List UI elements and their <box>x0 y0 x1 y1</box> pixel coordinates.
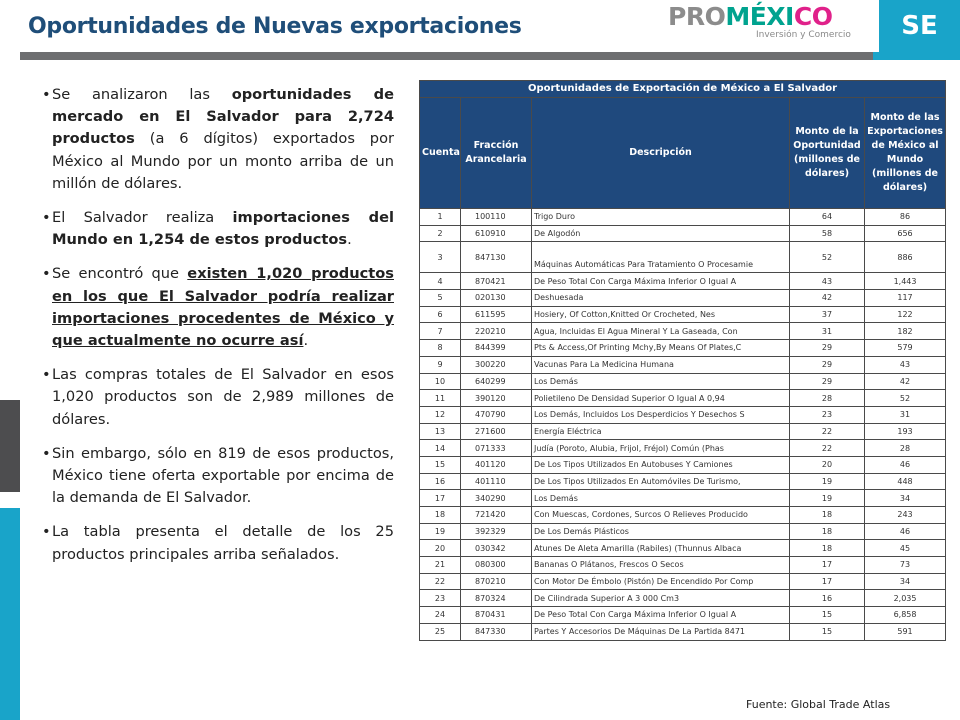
cell-monto-exportaciones: 86 <box>865 209 946 226</box>
table-row <box>420 440 946 457</box>
cell-fraccion: 392329 <box>461 523 532 540</box>
cell-monto-oportunidad: 29 <box>790 373 865 390</box>
bullet-2 <box>44 207 394 251</box>
cell-monto-exportaciones: 243 <box>865 507 946 524</box>
cell-monto-oportunidad: 42 <box>790 290 865 307</box>
export-table-wrapper <box>419 80 945 641</box>
bullet-4 <box>44 364 394 431</box>
cell-monto-oportunidad: 18 <box>790 540 865 557</box>
table-row <box>420 540 946 557</box>
cell-monto-exportaciones: 52 <box>865 390 946 407</box>
cell-monto-exportaciones: 117 <box>865 290 946 307</box>
bullet-3-text-b: . <box>303 332 309 350</box>
cell-cuenta: 11 <box>420 390 461 407</box>
bullet-dot: • <box>42 265 51 283</box>
right-accent-bar <box>873 52 960 60</box>
table-row <box>420 340 946 357</box>
cell-monto-oportunidad: 29 <box>790 356 865 373</box>
table-row <box>420 623 946 640</box>
cell-monto-exportaciones: 73 <box>865 557 946 574</box>
table-row <box>420 242 946 273</box>
cell-fraccion: 470790 <box>461 406 532 423</box>
cell-cuenta: 7 <box>420 323 461 340</box>
col-header-monto-oportunidad: Monto de la Oportunidad (millones de dólares) <box>790 98 865 209</box>
bullet-6-text: La tabla presenta el detalle de los 25 productos principales arriba señalados. <box>52 523 394 563</box>
cell-cuenta: 19 <box>420 523 461 540</box>
bullet-5 <box>44 443 394 510</box>
cell-fraccion: 870210 <box>461 573 532 590</box>
cell-monto-oportunidad: 20 <box>790 456 865 473</box>
cell-descripcion: De Cilindrada Superior A 3 000 Cm3 <box>532 590 790 607</box>
cell-descripcion: Polietileno De Densidad Superior O Igual A 0,94 <box>532 390 790 407</box>
bullet-3-text-a: Se encontró que <box>52 265 188 283</box>
cell-cuenta: 25 <box>420 623 461 640</box>
table-row <box>420 523 946 540</box>
cell-descripcion: Máquinas Automáticas Para Tratamiento O Procesamie <box>532 242 790 273</box>
bullet-3 <box>44 263 394 352</box>
bullet-1-text-a: Se analizaron las <box>52 86 232 103</box>
col-header-descripcion: Descripción <box>532 98 790 209</box>
cell-fraccion: 610910 <box>461 225 532 242</box>
cell-cuenta: 20 <box>420 540 461 557</box>
cell-fraccion: 030342 <box>461 540 532 557</box>
cell-cuenta: 10 <box>420 373 461 390</box>
cell-descripcion: Judía (Poroto, Alubia, Frijol, Fréjol) Común (Phas <box>532 440 790 457</box>
cell-fraccion: 611595 <box>461 306 532 323</box>
cell-cuenta: 16 <box>420 473 461 490</box>
col-header-monto-exportaciones: Monto de las Exportaciones de México al Mundo (millones de dólares) <box>865 98 946 209</box>
cell-cuenta: 17 <box>420 490 461 507</box>
cell-monto-oportunidad: 22 <box>790 423 865 440</box>
table-row <box>420 306 946 323</box>
export-opportunities-table <box>419 80 946 641</box>
cell-monto-oportunidad: 17 <box>790 557 865 574</box>
side-bar-blue <box>0 508 20 720</box>
cell-cuenta: 14 <box>420 440 461 457</box>
cell-descripcion: Los Demás <box>532 373 790 390</box>
cell-fraccion: 271600 <box>461 423 532 440</box>
cell-monto-exportaciones: 886 <box>865 242 946 273</box>
cell-descripcion: Deshuesada <box>532 290 790 307</box>
cell-cuenta: 9 <box>420 356 461 373</box>
cell-descripcion: Agua, Incluidas El Agua Mineral Y La Gaseada, Con <box>532 323 790 340</box>
cell-cuenta: 21 <box>420 557 461 574</box>
cell-monto-exportaciones: 182 <box>865 323 946 340</box>
cell-fraccion: 870324 <box>461 590 532 607</box>
table-row <box>420 573 946 590</box>
cell-cuenta: 22 <box>420 573 461 590</box>
source-note: Fuente: Global Trade Atlas <box>746 698 891 711</box>
cell-cuenta: 15 <box>420 456 461 473</box>
cell-monto-exportaciones: 122 <box>865 306 946 323</box>
cell-monto-exportaciones: 1,443 <box>865 273 946 290</box>
table-row <box>420 209 946 226</box>
cell-monto-exportaciones: 579 <box>865 340 946 357</box>
cell-monto-oportunidad: 28 <box>790 390 865 407</box>
cell-fraccion: 844399 <box>461 340 532 357</box>
bullet-1-text-b: (a 6 dígitos) exportados por México al Mundo por un monto arriba de un millón de dólares. <box>52 130 394 192</box>
bullet-dot: • <box>42 209 51 227</box>
cell-descripcion: Atunes De Aleta Amarilla (Rabiles) (Thunnus Albaca <box>532 540 790 557</box>
cell-cuenta: 18 <box>420 507 461 524</box>
cell-descripcion: De Los Tipos Utilizados En Autobuses Y Camiones <box>532 456 790 473</box>
logo-subtitle: Inversión y Comercio <box>756 30 851 40</box>
table-row <box>420 406 946 423</box>
cell-descripcion: Hosiery, Of Cotton,Knitted Or Crocheted, Nes <box>532 306 790 323</box>
bullet-dot: • <box>42 523 51 541</box>
cell-monto-oportunidad: 19 <box>790 490 865 507</box>
cell-monto-exportaciones: 46 <box>865 523 946 540</box>
cell-cuenta: 13 <box>420 423 461 440</box>
cell-monto-oportunidad: 18 <box>790 507 865 524</box>
table-row <box>420 507 946 524</box>
table-row <box>420 557 946 574</box>
cell-monto-oportunidad: 43 <box>790 273 865 290</box>
table-row <box>420 373 946 390</box>
cell-cuenta: 2 <box>420 225 461 242</box>
cell-monto-exportaciones: 6,858 <box>865 607 946 624</box>
side-bar-top <box>0 60 20 400</box>
logo-pro-text: PRO <box>668 2 726 31</box>
title-underline <box>20 52 873 60</box>
cell-monto-exportaciones: 34 <box>865 573 946 590</box>
cell-cuenta: 1 <box>420 209 461 226</box>
bullet-2-text-a: El Salvador realiza <box>52 209 233 227</box>
cell-monto-exportaciones: 2,035 <box>865 590 946 607</box>
cell-fraccion: 020130 <box>461 290 532 307</box>
cell-monto-exportaciones: 591 <box>865 623 946 640</box>
cell-descripcion: De Peso Total Con Carga Máxima Inferior O Igual A <box>532 273 790 290</box>
col-header-cuenta: Cuenta <box>420 98 461 209</box>
bullet-dot: • <box>42 444 51 462</box>
cell-descripcion: De Peso Total Con Carga Máxima Inferior O Igual A <box>532 607 790 624</box>
logo-co-text: CO <box>793 2 833 31</box>
cell-monto-oportunidad: 15 <box>790 623 865 640</box>
table-body <box>420 209 946 641</box>
cell-descripcion: De Los Tipos Utilizados En Automóviles De Turismo, <box>532 473 790 490</box>
bullet-dot: • <box>42 86 51 103</box>
cell-fraccion: 080300 <box>461 557 532 574</box>
table-row <box>420 423 946 440</box>
bullet-1-bold: oportunidades de mercado en El Salvador para 2,724 productos <box>52 86 394 148</box>
cell-descripcion: Con Motor De Émbolo (Pistón) De Encendido Por Comp <box>532 573 790 590</box>
cell-monto-exportaciones: 42 <box>865 373 946 390</box>
promexico-logo <box>668 2 868 50</box>
cell-monto-exportaciones: 28 <box>865 440 946 457</box>
table-row <box>420 456 946 473</box>
cell-monto-exportaciones: 193 <box>865 423 946 440</box>
cell-descripcion: Los Demás, Incluidos Los Desperdicios Y Desechos S <box>532 406 790 423</box>
cell-cuenta: 3 <box>420 242 461 273</box>
cell-monto-oportunidad: 18 <box>790 523 865 540</box>
table-row <box>420 356 946 373</box>
cell-monto-exportaciones: 31 <box>865 406 946 423</box>
cell-monto-oportunidad: 15 <box>790 607 865 624</box>
table-row <box>420 390 946 407</box>
table-title: Oportunidades de Exportación de México a El Salvador <box>420 81 946 98</box>
bullet-6 <box>44 521 394 565</box>
bullet-4-text: Las compras totales de El Salvador en esos 1,020 productos son de 2,989 millones de dólares. <box>52 366 394 428</box>
cell-fraccion: 220210 <box>461 323 532 340</box>
cell-fraccion: 390120 <box>461 390 532 407</box>
bullet-list <box>44 84 394 578</box>
cell-cuenta: 6 <box>420 306 461 323</box>
cell-monto-oportunidad: 22 <box>790 440 865 457</box>
cell-fraccion: 847330 <box>461 623 532 640</box>
cell-descripcion: Bananas O Plátanos, Frescos O Secos <box>532 557 790 574</box>
cell-fraccion: 071333 <box>461 440 532 457</box>
cell-cuenta: 8 <box>420 340 461 357</box>
logo-mexico-text: MÉXI <box>725 2 794 31</box>
table-row <box>420 490 946 507</box>
cell-monto-exportaciones: 46 <box>865 456 946 473</box>
cell-descripcion: Vacunas Para La Medicina Humana <box>532 356 790 373</box>
bullet-2-bold: importaciones del Mundo en 1,254 de estos productos <box>52 209 394 249</box>
bullet-dot: • <box>42 366 51 384</box>
cell-monto-oportunidad: 23 <box>790 406 865 423</box>
cell-fraccion: 401110 <box>461 473 532 490</box>
cell-monto-exportaciones: 448 <box>865 473 946 490</box>
cell-monto-oportunidad: 64 <box>790 209 865 226</box>
cell-descripcion: Trigo Duro <box>532 209 790 226</box>
cell-monto-oportunidad: 16 <box>790 590 865 607</box>
cell-monto-oportunidad: 29 <box>790 340 865 357</box>
cell-monto-oportunidad: 31 <box>790 323 865 340</box>
cell-descripcion: Partes Y Accesorios De Máquinas De La Partida 8471 <box>532 623 790 640</box>
cell-fraccion: 300220 <box>461 356 532 373</box>
table-row <box>420 607 946 624</box>
cell-monto-exportaciones: 43 <box>865 356 946 373</box>
cell-descripcion: Pts & Access,Of Printing Mchy,By Means Of Plates,C <box>532 340 790 357</box>
side-bar-dark <box>0 400 20 492</box>
cell-fraccion: 870421 <box>461 273 532 290</box>
table-row <box>420 323 946 340</box>
table-row <box>420 290 946 307</box>
slide-title: Oportunidades de Nuevas exportaciones <box>28 14 522 39</box>
cell-cuenta: 23 <box>420 590 461 607</box>
cell-descripcion: Energía Eléctrica <box>532 423 790 440</box>
bullet-2-text-b: . <box>347 231 352 249</box>
table-row <box>420 590 946 607</box>
bullet-1 <box>44 84 394 195</box>
cell-fraccion: 340290 <box>461 490 532 507</box>
cell-descripcion: Con Muescas, Cordones, Surcos O Relieves Producido <box>532 507 790 524</box>
cell-monto-exportaciones: 45 <box>865 540 946 557</box>
cell-fraccion: 847130 <box>461 242 532 273</box>
cell-cuenta: 24 <box>420 607 461 624</box>
cell-fraccion: 721420 <box>461 507 532 524</box>
cell-monto-oportunidad: 19 <box>790 473 865 490</box>
cell-fraccion: 870431 <box>461 607 532 624</box>
cell-cuenta: 5 <box>420 290 461 307</box>
cell-cuenta: 12 <box>420 406 461 423</box>
cell-descripcion: De Algodón <box>532 225 790 242</box>
cell-monto-exportaciones: 34 <box>865 490 946 507</box>
bullet-5-text: Sin embargo, sólo en 819 de esos productos, México tiene oferta exportable por encima de la demanda de El Salvador. <box>52 444 394 507</box>
cell-monto-exportaciones: 656 <box>865 225 946 242</box>
se-badge: SE <box>879 0 960 52</box>
cell-monto-oportunidad: 37 <box>790 306 865 323</box>
cell-cuenta: 4 <box>420 273 461 290</box>
cell-monto-oportunidad: 58 <box>790 225 865 242</box>
cell-fraccion: 100110 <box>461 209 532 226</box>
cell-fraccion: 401120 <box>461 456 532 473</box>
table-row <box>420 273 946 290</box>
cell-monto-oportunidad: 52 <box>790 242 865 273</box>
cell-monto-oportunidad: 17 <box>790 573 865 590</box>
cell-descripcion: De Los Demás Plásticos <box>532 523 790 540</box>
bullet-3-bold-underlined: existen 1,020 productos en los que El Salvador podría realizar importaciones procedentes de México y que actualmente no ocurre así <box>52 265 394 350</box>
table-row <box>420 473 946 490</box>
cell-fraccion: 640299 <box>461 373 532 390</box>
col-header-fraccion: Fracción Arancelaria <box>461 98 532 209</box>
table-row <box>420 225 946 242</box>
cell-descripcion: Los Demás <box>532 490 790 507</box>
